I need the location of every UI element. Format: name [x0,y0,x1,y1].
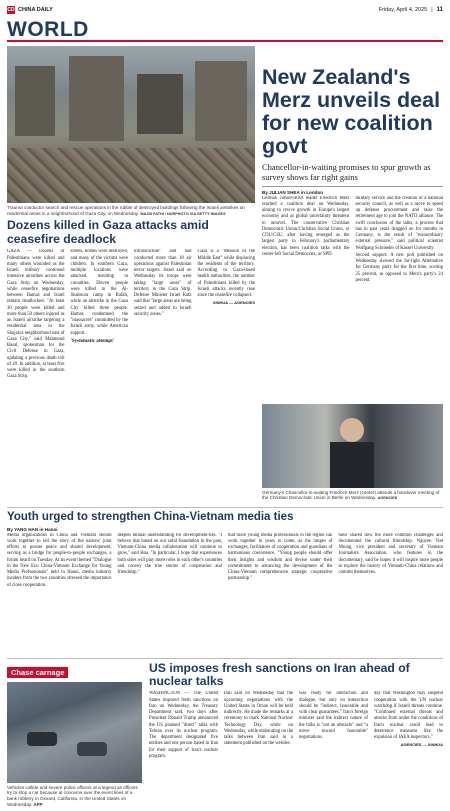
page-number: 11 [436,7,443,13]
section-divider [7,507,443,508]
masthead [7,4,443,16]
gaza-body [7,249,255,382]
section-header [7,16,443,42]
masthead-left [7,6,53,14]
car-shape [77,742,107,756]
building-shape [137,74,183,134]
issue-date: Friday, April 4, 2025 [378,7,428,13]
section-title: WORLD [7,18,89,41]
top-row [7,46,443,504]
divider [262,186,443,187]
chase-label: Chase carnage [7,667,68,678]
photo-credit: MAJDI FATHI / NURPHOTO VIA GETTY IMAGES [140,211,226,216]
bottom-row [7,662,443,811]
paper-name: CHINA DAILY [18,7,53,13]
vietnam-col-4: have shared how the more common challenges and documented the cultural friendship. Nguyen Viet Nhung, vice president and secretary of Vietnam Journalists Association, who features in the documentary, said he hopes it will inspire more people to explore the history of Vietnam-China relations and commit themselves. [338,532,443,576]
vietnam-byline: By YANG HAN in Hanoi [7,526,58,532]
gaza-col-4: Gaza is a "Mission of the Middle East" while displacing the residents of the territory. According to Gaza-based health authorities, the number of Palestinians killed by the Israeli attacks recently rose since the ceasefire collapsed. XINHUA — AGENCIES [197,249,255,306]
gaza-col-3: infrastructure" and had conducted more than 30 air operations against Palestinian terror targets. Israel said on Wednesday its troops were taking "large areas" of territory in the Gaza Strip. Defense Minister Israel Katz said that "large areas are being seized and added to Israeli security zones." [134,249,192,317]
vietnam-story [7,511,443,655]
photo-caption [7,203,255,219]
caption-text: Trauma conductor search and rescue operations in the rubble of destroyed buildings following the Israeli airstrikes on residential areas in a neighborhood of Gaza City, on Wednesday. [7,205,245,216]
gaza-headline: Dozens killed in Gaza attacks amid ceasefire deadlock [7,218,209,246]
vietnam-col-1: Media organizations in China and Vietnam should work together to tell the story of the nations' joint efforts to pursue peace and shared development, serving as a bridge for people-to-people exchanges, a forum heard on Tuesday. At an event themed "Dialogue in the New Era: China-Vietnam Exchange for Young Media Professionals" held in Hanoi, media industry insiders from the two countries stressed the importance of close cooperation. [7,532,112,588]
section-divider [7,658,443,659]
iran-story [149,662,443,811]
gaza-story [7,46,255,504]
vietnam-body [7,533,443,655]
vietnam-col-2: deepen mutual understanding for development-ties. "I believe that based on our solid foundation in the past, Vietnam-China media collaboration will continue to grow," said Hoa. "In particular, I hope that experiences both sides will play more roles in each other's countries and convey the true stories of cooperation and friendship." [117,532,222,576]
masthead-right: Friday, April 4, 2025 | 11 [378,7,443,13]
vietnam-col-3: that more young media professionals in the region can work together in years to come, as the ranges of exchanges, facilitators of cooperation and guardians of harmonious coexistence. "Young people should offer their insights and wisdom and devise under their commitment to advancing the development of the China-Vietnam comprehensive strategic cooperative partnership." [228,532,333,582]
iran-col-1: WASHINGTON — The United States imposed fresh sanctions on Iran on Wednesday, the Treasury Department said, two days after President Donald Trump announced the US planned "direct" talks with Tehran over its nuclear program. The department designated five entities and one person based in Iran for their support of Iran's nuclear program. [149,691,218,759]
person-head-shape [340,418,364,442]
germany-col-1: German conservative leader Friedrich Merz reached a coalition deal on Wednesday, aiming to revive growth in Europe's largest economy and as global uncertainty threatens to unravel. The conservative Christian Democratic Union/Christian Social Union, or CDU/CSU, after having emerged as the largest party in February's parliamentary election, has been coalition talks with the center-left Social Democrats, or SPD. [262,195,350,257]
germany-story [262,46,443,504]
newspaper-logo: CD [7,7,15,13]
gaza-source: XINHUA — AGENCIES [212,300,255,306]
chase-photo [7,682,142,783]
rubble-area [7,148,255,203]
car-shape [27,732,57,746]
germany-byline: By JULIAN SHEA in London [262,189,324,195]
germany-body [262,196,443,401]
chase-feature [7,662,142,811]
gaza-subhead: 'Systematic attempt' [70,338,115,344]
iran-col-3: was ready for interaction and dialogue, but only on interaction should be "indirect, honorable and with clear guarantees." Iran's foreign minister said the indirect nature of the talks is "not an obstacle" and "a move toward honorable" negotiations. [299,691,369,741]
vietnam-headline: Youth urged to strengthen China-Vietnam media ties [7,511,294,523]
iran-body [149,691,443,803]
building-shape [195,61,247,141]
germany-headline: New Zealand's Merz unveils deal for new coalition govt [262,65,441,158]
gaza-rubble-photo [7,46,255,203]
gaza-col-2: streets, homes were destroyed, and many of the victims were children. In southern Gaza, multiple locations were attacked, resulting in casualties. Eleven people were killed in the Al-Shaboura camp in Rafah, while an airstrike in the Gaza City killed three people. Hamas condemned the "massacres" committed by the Israeli army, while American support. 'Systematic attempt' [70,249,128,344]
iran-col-4: day that Washington may suspend cooperation with the UN nuclear watchdog if Israeli threats continue. "Continued external threats and attacks from under the conditions of Iran's nuclear could lead to deterrence measures like the expulsion of IAEA inspectors." AGENCIES — XINHUA [374,691,443,748]
building-shape [69,56,124,141]
chase-caption: Vehicles collide and severe police officers at a legend as officers try to stop a car because at concerns over the event lines of a bank robbery in Oxnard, California, in the United States on Wednesday. AFP [7,784,138,807]
merz-caption: Germany's Chancellor-in-waiting Friedrich Merz (center) attends a handover meeting of the Christian Democratic Union in Berlin on Wednesday. AGENCIES [262,489,440,501]
germany-col-2: military service and the creation of a national security council, as well as a move to speed up defense procurement and raise the retirement age to join the NATO alliance. The swift conclusion of the talks, a process that has in past years dragged on for months in Germany, is the result of "extraordinary external pressure," said political scientist Wolfgang Schroeder of Kassel University. Second support: A new poll published on Wednesday showed the far-right Alternative for Germany party for the first time, scoring 25 percent, as opposed to Merz's party's 24 percent. [355,195,443,283]
iran-headline: US imposes fresh sanctions on Iran ahead of nuclear talks [149,660,410,689]
germany-deck: Chancellor-in-waiting promises to spur growth as survey shows far right gains [262,162,431,182]
person-body-shape [330,442,374,488]
gaza-col-1: GAZA — Dozens of Palestinians were killed and many others wounded as the Israeli military continued intensive airstrikes across the Gaza Strip on Wednesday, while ceasefire negotiations between Hamas and Israel remain deadlocked. "At least 30 people were killed and more than 50 others injured as an Israeli airstrike targeting a residential area in the Shujaiya neighborhood east of Gaza City," said Mahmoud Basal, spokesman for the Civil Defense in Gaza, updating a previous death toll of 20. In addition, at least five were killed in the southern Gaza Strip. [7,249,65,380]
iran-col-2: Iran said on Wednesday that the upcoming negotiations with the United States in Oman will be held indirectly. He made the remarks at a ceremony to mark National Nuclear Technology Day, while on Wednesday, while elaborating on the talks between Iran said in a statement published on the website. [224,691,293,747]
building-shape [15,66,55,136]
merz-photo [262,404,443,488]
iran-source: AGENCIES — XINHUA [400,742,443,748]
